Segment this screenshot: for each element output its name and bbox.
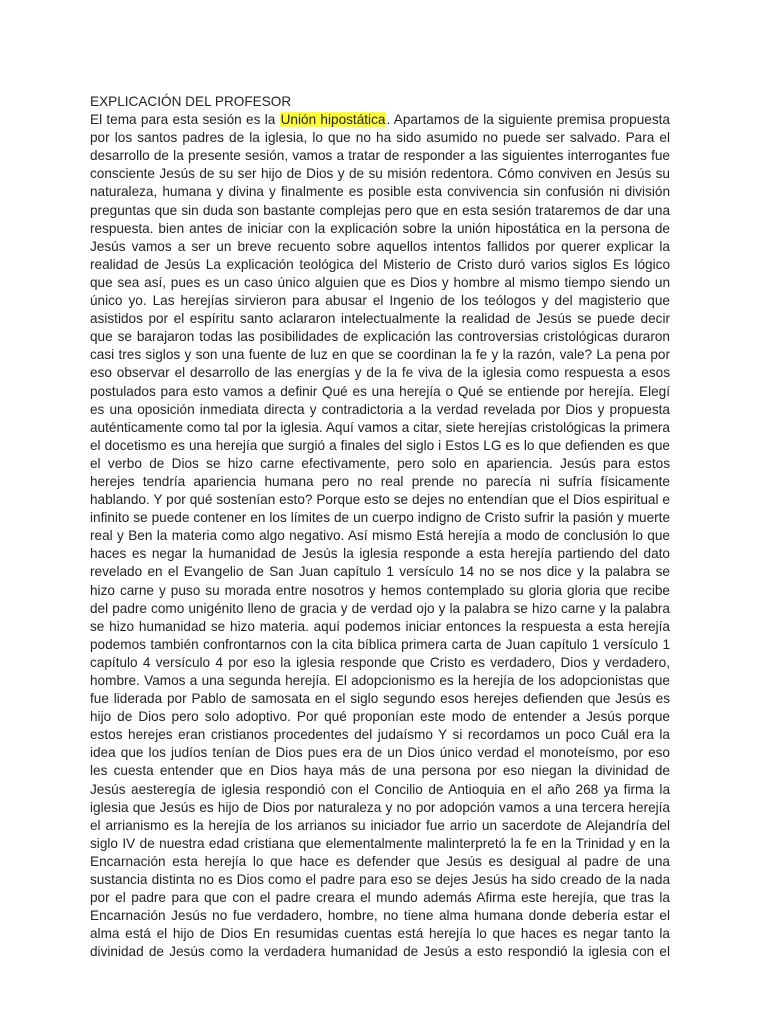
text-line: idea que los judíos tenían de Dios pues era de un Dios único verdad el monoteísmo, por eso: [90, 745, 670, 761]
text-line: real y Ben la materia como algo negativo. Así mismo Está herejía a modo de conclusión lo que: [90, 528, 670, 544]
text-line: Jesús vamos a ser un breve recuento sobre aquellos intentos fallidos por querer explicar la: [90, 238, 670, 254]
text-line: estos herejes eran cristianos procedentes del judaísmo Y si recordamos un poco Cuál era la: [90, 727, 670, 743]
text-line: es una oposición inmediata directa y contradictoria a la verdad revelada por Dios y propuesta: [90, 401, 670, 417]
text-line: que sea así, pues es un caso único alguien que es Dios y hombre al mismo tiempo siendo un: [90, 274, 670, 290]
text-after-highlight: . Apartamos de la siguiente premisa propuesta: [386, 112, 670, 128]
text-line: postulados para esto vamos a definir Qué es una herejía o Qué se entiende por herejía. Elegí: [90, 383, 670, 399]
document-page: [90, 93, 670, 962]
text-line: consciente Jesús de su ser hijo de Dios y de su misión redentora. Cómo conviven en Jesús su: [90, 166, 670, 182]
text-line: preguntas que sin duda son bastante complejas pero que en esta sesión trataremos de dar una: [90, 202, 670, 218]
first-paragraph-line: [90, 111, 670, 129]
text-line: casi tres siglos y son una fuente de luz en que se coordinan la fe y la razón, vale? La pena por: [90, 347, 670, 363]
text-line: eso observar el desarrollo de las energías y de la fe viva de la iglesia como respuesta a esos: [90, 365, 670, 381]
document-title: EXPLICACIÓN DEL PROFESOR: [90, 94, 292, 109]
text-line: el verbo de Dios se hizo carne efectivamente, pero solo en apariencia. Jesús para estos: [90, 455, 670, 471]
text-line: hablando. Y por qué sostenían esto? Porque esto se dejes no entendían que el Dios espiritual e: [90, 492, 670, 508]
text-line: podemos también confrontarnos con la cita bíblica primera carta de Juan capítulo 1 versículo 1: [90, 636, 670, 652]
text-line: haces es negar la humanidad de Jesús la iglesia responde a esta herejía partiendo del dato: [90, 546, 670, 562]
text-line: por el padre para que con el padre creara el mundo además Afirma este herejía, que tras la: [90, 890, 670, 906]
text-line: el docetismo es una herejía que surgió a finales del siglo i Estos LG es lo que defienden es que: [90, 437, 670, 453]
text-line: sustancia distinta no es Dios como el padre para eso se dejes Jesús ha sido creado de la nada: [90, 872, 670, 888]
text-line: realidad de Jesús La explicación teológica del Misterio de Cristo duró varios siglos Es lógico: [90, 256, 670, 272]
text-line: les cuesta entender que en Dios haya más de una persona por eso niegan la divinidad de: [90, 763, 670, 779]
text-line: el arrianismo es la herejía de los arrianos su iniciador fue arrio un sacerdote de Alejandría del: [90, 817, 670, 833]
text-line: Encarnación esta herejía lo que hace es defender que Jesús es desigual al padre de una: [90, 853, 670, 869]
text-line: divinidad de Jesús como la verdadera humanidad de Jesús a esto respondió la iglesia con el: [90, 944, 670, 960]
text-line: herejes tendría apariencia humana pero no real prende no parecía ni sufría físicamente: [90, 473, 670, 489]
text-line: Encarnación Jesús no fue verdadero, hombre, no tiene alma humana donde debería estar el: [90, 908, 670, 924]
text-line: infinito se puede contener en los límites de un cuerpo indigno de Cristo sufrir la pasión y muerte: [90, 510, 670, 526]
text-line: fue liderada por Pablo de samosata en el siglo segundo esos herejes defienden que Jesús es: [90, 691, 670, 707]
text-line: que se barajaron todas las posibilidades de explicación las controversias cristológicas duraron: [90, 329, 670, 345]
text-line: Jesús aesteregía de iglesia respondió con el Concilio de Antioquia en el año 268 ya firma la: [90, 781, 670, 797]
highlighted-term: Unión hipostática: [280, 112, 386, 128]
text-line: por los santos padres de la iglesia, lo que no ha sido asumido no puede ser salvado. Para el: [90, 130, 670, 146]
text-line: alma está el hijo de Dios En resumidas cuentas está herejía lo que haces es negar tanto la: [90, 926, 670, 942]
text-line: siglo IV de nuestra edad cristiana que elementalmente malinterpretó la fe en la Trinidad y en la: [90, 835, 670, 851]
text-line: asistidos por el espíritu santo aclararon intelectualmente la realidad de Jesús se puede decir: [90, 311, 670, 327]
text-line: único yo. Las herejías sirvieron para abusar el Ingenio de los teólogos y del magisterio que: [90, 293, 670, 309]
text-line: iglesia que Jesús es hijo de Dios por naturaleza y no por adopción vamos a una tercera herejía: [90, 799, 670, 815]
text-line: respuesta. bien antes de iniciar con la explicación sobre la unión hipostática en la persona de: [90, 220, 670, 236]
text-line: se hizo humanidad se hizo materia. aquí podemos iniciar entonces la respuesta a esta herejía: [90, 618, 670, 634]
text-line: auténticamente como tal por la iglesia. Aquí vamos a citar, siete herejías cristológicas la primera: [90, 419, 670, 435]
text-line: hijo de Dios pero solo adoptivo. Por qué proponían este modo de entender a Jesús porque: [90, 709, 670, 725]
text-line: desarrollo de la presente sesión, vamos a tratar de responder a las siguientes interrogantes fue: [90, 148, 670, 164]
text-before-highlight: El tema para esta sesión es la: [90, 112, 280, 128]
text-line: capítulo 4 versículo 4 por eso la iglesia responde que Cristo es verdadero, Dios y verdadero,: [90, 654, 670, 670]
text-line: hombre. Vamos a una segunda herejía. El adopcionismo es la herejía de los adopcionistas que: [90, 673, 670, 688]
text-line: del padre como unigénito lleno de gracia y de verdad ojo y la palabra se hizo carne y la palabra: [90, 600, 670, 616]
body-text: [90, 129, 670, 961]
text-line: naturaleza, humana y divina y finalmente es posible esta convivencia sin confusión ni división: [90, 184, 670, 200]
text-line: revelado en el Evangelio de San Juan capítulo 1 versículo 14 no se nos dice y la palabra se: [90, 564, 670, 580]
text-line: hizo carne y puso su morada entre nosotros y hemos contemplado su gloria gloria que recibe: [90, 582, 670, 598]
